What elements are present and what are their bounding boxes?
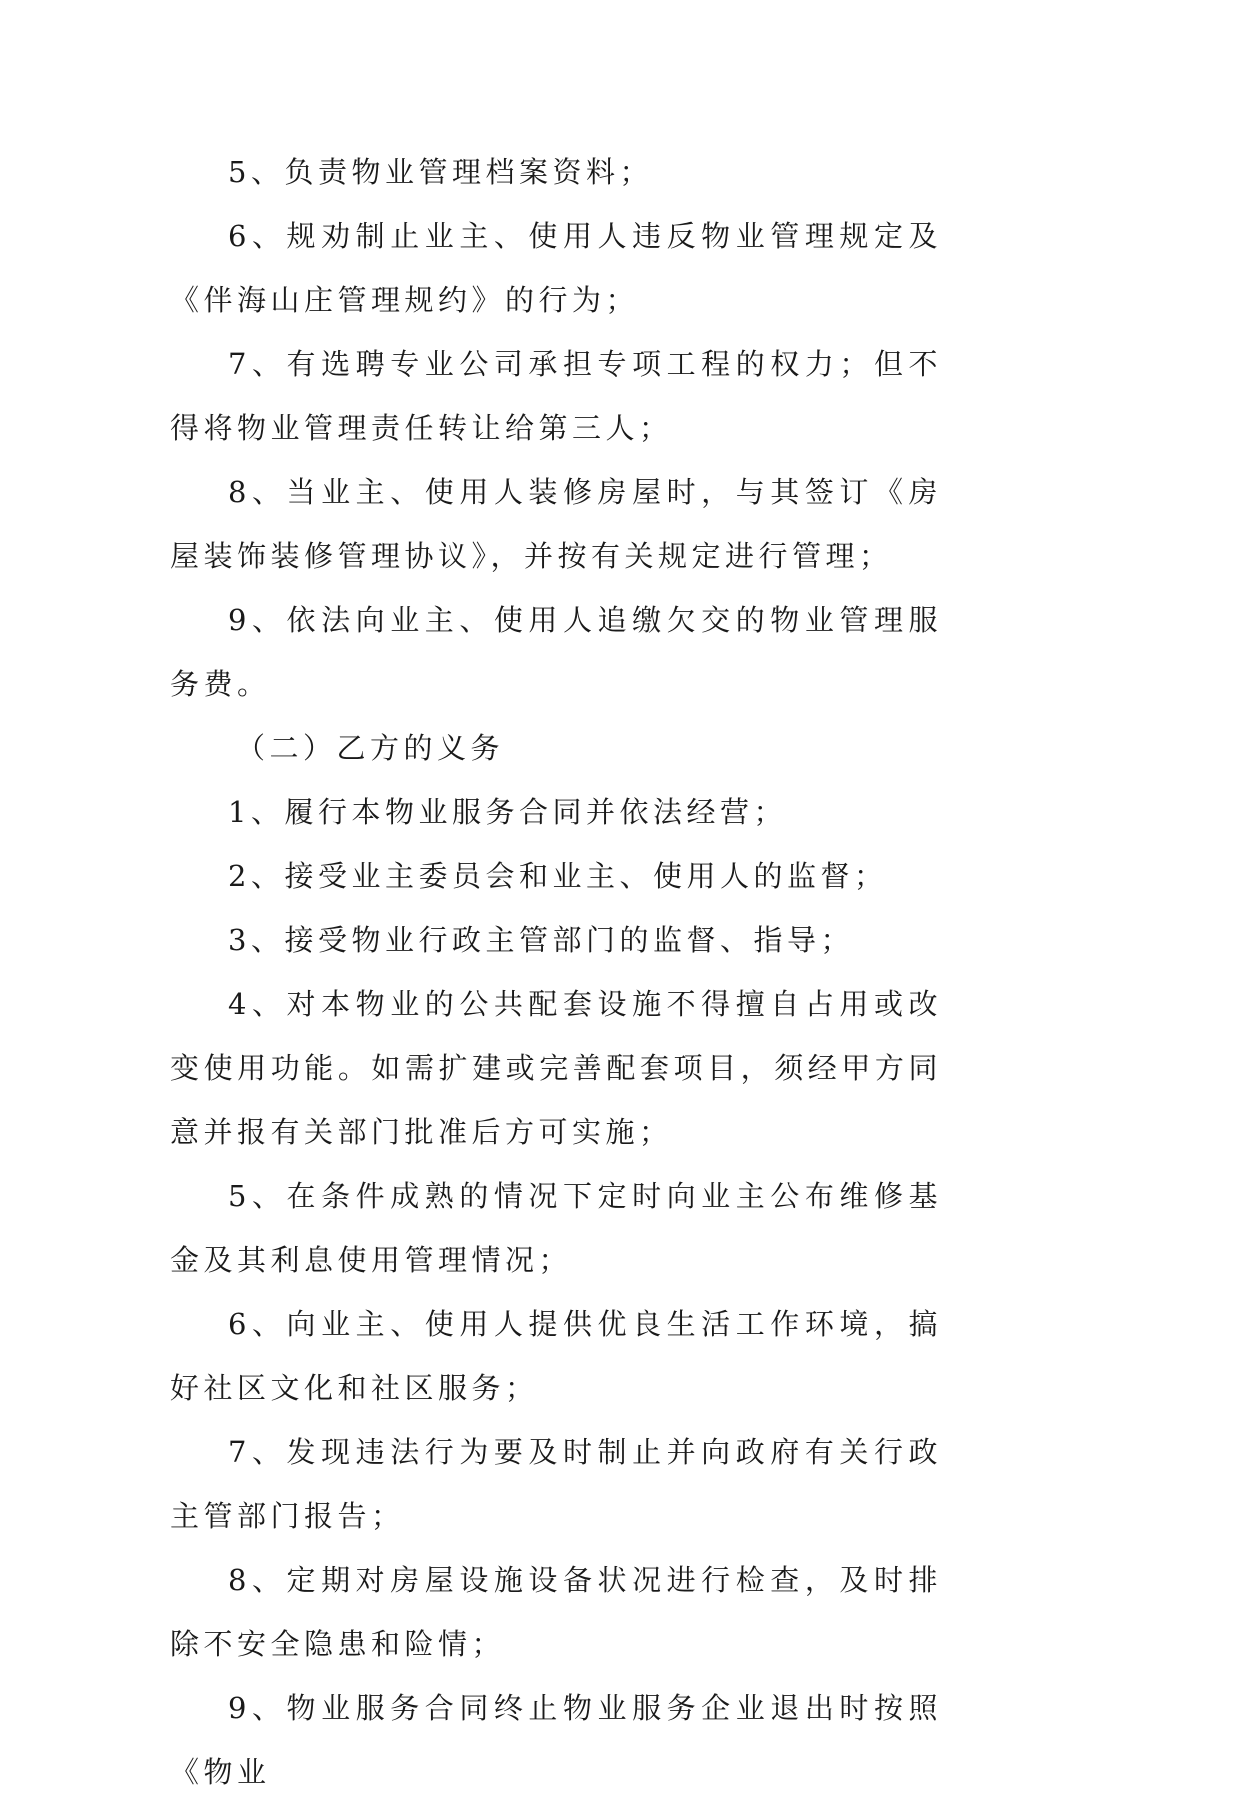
- paragraph-duty-8: 8、定期对房屋设施设备状况进行检查，及时排除不安全隐患和险情；: [170, 1563, 942, 1661]
- paragraph-right-8: 8、当业主、使用人装修房屋时，与其签订《房屋装饰装修管理协议》，并按有关规定进行管理；: [170, 475, 942, 573]
- paragraph-duty-3: 3、接受物业行政主管部门的监督、指导；: [228, 923, 854, 957]
- section-heading-duties: （二）乙方的义务: [236, 731, 505, 765]
- paragraph-right-6: 6、规劝制止业主、使用人违反物业管理规定及《伴海山庄管理规约》的行为；: [170, 219, 942, 317]
- paragraph-duty-7: 7、发现违法行为要及时制止并向政府有关行政主管部门报告；: [170, 1435, 942, 1533]
- paragraph-right-5: 5、负责物业管理档案资料；: [228, 155, 653, 189]
- paragraph-right-7: 7、有选聘专业公司承担专项工程的权力；但不得将物业管理责任转让给第三人；: [170, 347, 942, 445]
- paragraph-duty-9: 9、物业服务合同终止物业服务企业退出时按照《物业: [170, 1691, 942, 1789]
- document-body: [170, 140, 942, 1804]
- paragraph-right-9: 9、依法向业主、使用人追缴欠交的物业管理服务费。: [170, 603, 942, 701]
- paragraph-duty-2: 2、接受业主委员会和业主、使用人的监督；: [228, 859, 888, 893]
- paragraph-duty-6: 6、向业主、使用人提供优良生活工作环境，搞好社区文化和社区服务；: [170, 1307, 942, 1405]
- paragraph-duty-5: 5、在条件成熟的情况下定时向业主公布维修基金及其利息使用管理情况；: [170, 1179, 942, 1277]
- paragraph-duty-4: 4、对本物业的公共配套设施不得擅自占用或改变使用功能。如需扩建或完善配套项目，须经甲方同意并报有关部门批准后方可实施；: [170, 987, 942, 1149]
- paragraph-duty-1: 1、履行本物业服务合同并依法经营；: [228, 795, 787, 829]
